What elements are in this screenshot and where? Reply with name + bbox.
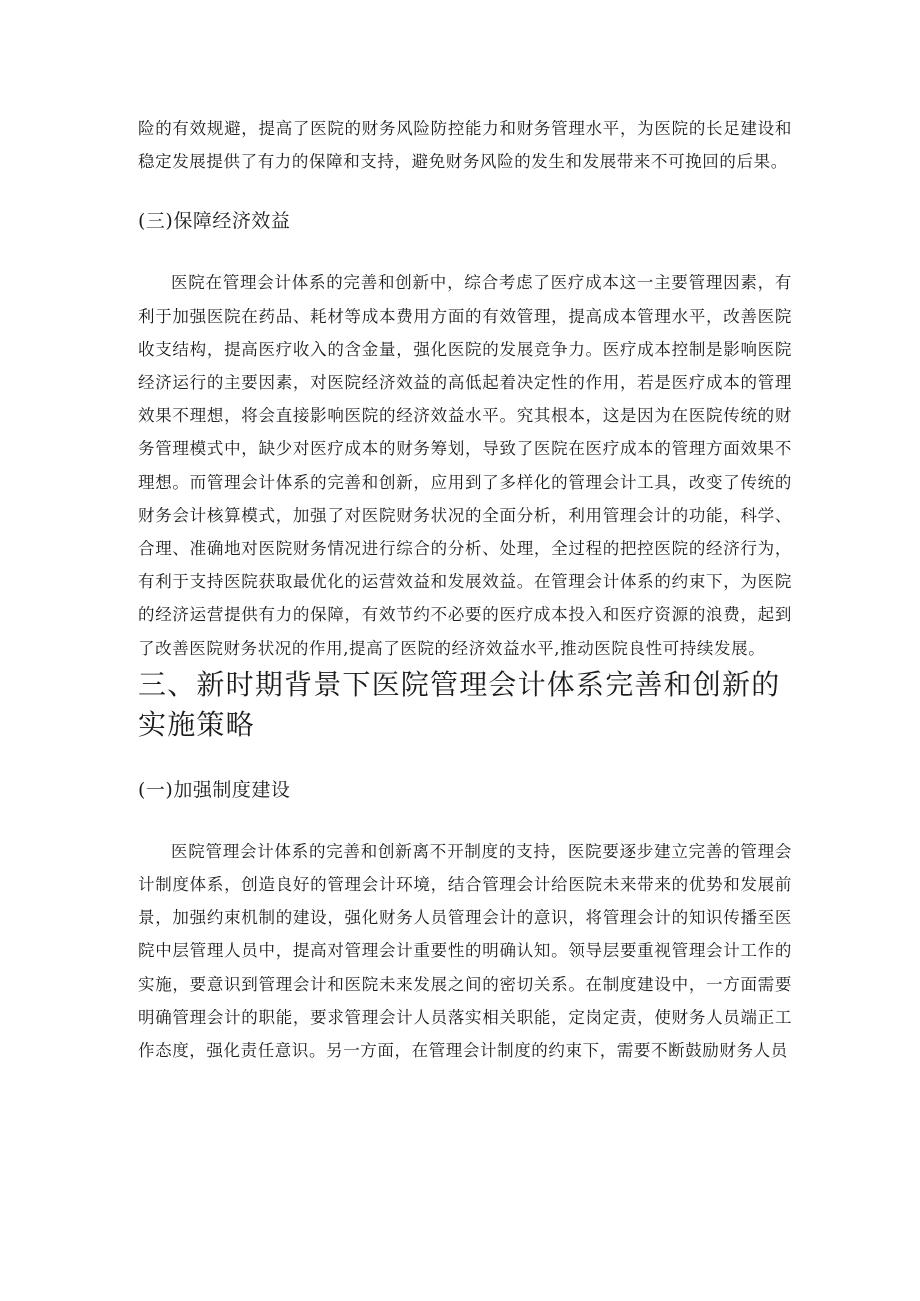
chapter-heading-3: 三、新时期背景下医院管理会计体系完善和创新的实施策略 (138, 667, 781, 741)
paragraph-system-building: 医院管理会计体系的完善和创新离不开制度的支持，医院要逐步建立完善的管理会计制度体系，创造良好的管理会计环境，结合管理会计给医院未来带来的优势和发展前景，加强约束机制的建设，强化财务人员管理会计的意识，将管理会计的知识传播至医院中层管理人员中，提高对管理会计重要性的明确认知。领导层要重视管理会计工作的实施，要意识到管理会计和医院未来发展之间的密切关系。在制度建设中，一方面需要明确管理会计的职能，要求管理会计人员落实相关职能，定岗定责，使财务人员端正工作态度，强化责任意识。另一方面，在管理会计制度的约束下，需要不断鼓励财务人员 (138, 841, 792, 1061)
section-heading-3: (三)保障经济效益 (138, 210, 291, 233)
paragraph-economic-benefit: 医院在管理会计体系的完善和创新中，综合考虑了医疗成本这一主要管理因素，有利于加强医院在药品、耗材等成本费用方面的有效管理，提高成本管理水平，改善医院收支结构，提高医疗收入的含金量，强化医院的发展竞争力。医疗成本控制是影响医院经济运行的主要因素，对医院经济效益的高低起着决定性的作用，若是医疗成本的管理效果不理想，将会直接影响医院的经济效益水平。究其根本，这是因为在医院传统的财务管理模式中，缺少对医疗成本的财务筹划，导致了医院在医疗成本的管理方面效果不理想。而管理会计体系的完善和创新，应用到了多样化的管理会计工具，改变了传统的财务会计核算模式，加强了对医院财务状况的全面分析，利用管理会计的功能，科学、合理、准确地对医院财务情况进行综合的分析、处理，全过程的把控医院的经济行为，有利于支持医院获取最优化的运营效益和发展效益。在管理会计体系的约束下，为医院的经济运营提供有力的保障，有效节约不必要的医疗成本投入和医疗资源的浪费，起到了改善医院财务状况的作用,提高了医院的经济效益水平,推动医院良性可持续发展。 (138, 273, 792, 658)
section-heading-1: (一)加强制度建设 (138, 778, 291, 801)
paragraph-continued: 险的有效规避，提高了医院的财务风险防控能力和财务管理水平，为医院的长足建设和稳定发展提供了有力的保障和支持，避免财务风险的发生和发展带来不可挽回的后果。 (138, 119, 792, 172)
document-page (138, 112, 792, 1067)
